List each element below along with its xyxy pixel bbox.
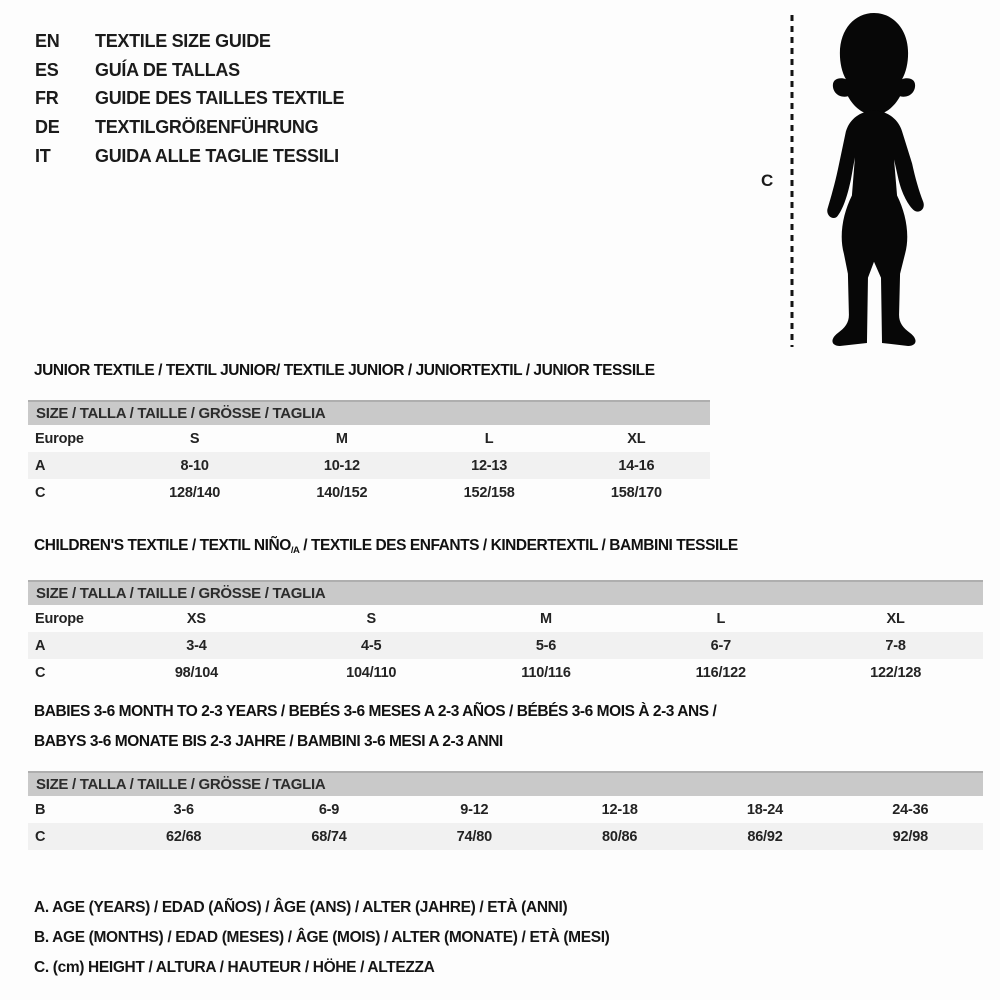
table-cell: 10-12	[323, 457, 360, 474]
footnotes	[34, 893, 609, 983]
language-title-list	[35, 27, 344, 171]
table-cell: 110/116	[521, 664, 571, 681]
language-code: EN	[35, 30, 60, 51]
language-title: TEXTILE SIZE GUIDE	[95, 30, 271, 51]
title-part: JUNIOR TEXTILE / TEXTIL JUNIOR/ TEXTILE JUNIOR / JUNIORTEXTIL / JUNIOR TESSILE	[34, 362, 655, 379]
table-cell: 9-12	[460, 801, 489, 818]
table-row	[28, 425, 710, 452]
table-cell: 14-16	[618, 457, 655, 474]
childrens-section-title	[28, 531, 983, 566]
table-cell: 4-5	[361, 637, 382, 654]
table-cell: L	[484, 430, 494, 447]
title-part: / TEXTILE DES ENFANTS / KINDERTEXTIL / BAMBINI TESSILE	[299, 537, 738, 554]
table-cell: 12-13	[471, 457, 508, 474]
table-cell: S	[189, 430, 200, 447]
table-row	[28, 479, 710, 506]
table-cell: 80/86	[602, 828, 638, 845]
table-cell: 152/158	[463, 484, 515, 501]
section-title-line	[34, 727, 983, 757]
table-cell: XS	[186, 610, 206, 627]
junior-section-title	[28, 356, 710, 386]
height-measure-dashed-line	[789, 13, 795, 347]
junior-textile-section	[28, 356, 710, 506]
toddler-silhouette-icon	[803, 11, 955, 347]
row-label: B	[35, 801, 46, 818]
table-cell: 62/68	[166, 828, 202, 845]
table-cell: 122/128	[870, 664, 922, 681]
language-title: GUIDE DES TAILLES TEXTILE	[95, 88, 345, 109]
language-title: GUÍA DE TALLAS	[95, 59, 240, 80]
table-row	[28, 605, 983, 632]
section-title-line	[34, 531, 983, 566]
table-cell: 6-9	[318, 801, 340, 818]
footnote-line: C. (cm) HEIGHT / ALTURA / HAUTEUR / HÖHE / ALTEZZA	[34, 959, 435, 976]
row-label: A	[35, 637, 46, 654]
language-title: TEXTILGRÖßENFÜHRUNG	[95, 117, 319, 138]
table-cell: 104/110	[346, 664, 397, 681]
table-cell: 24-36	[892, 801, 929, 818]
table-cell: XL	[886, 610, 905, 627]
table-cell: 140/152	[316, 484, 368, 501]
title-part: /A	[290, 545, 300, 556]
babies-textile-section	[28, 697, 983, 850]
table-cell: L	[716, 610, 726, 627]
row-label: Europe	[35, 430, 84, 447]
table-cell: S	[366, 610, 376, 627]
language-row	[35, 27, 344, 56]
language-code: ES	[35, 59, 59, 80]
row-label: C	[35, 664, 46, 681]
table-cell: 74/80	[456, 828, 492, 845]
row-label: A	[35, 457, 46, 474]
footnote-line: A. AGE (YEARS) / EDAD (AÑOS) / ÂGE (ANS) / ALTER (JAHRE) / ETÀ (ANNI)	[34, 899, 568, 916]
table-cell: 18-24	[746, 801, 784, 818]
table-cell: 98/104	[174, 664, 218, 681]
table-cell: 5-6	[535, 637, 557, 654]
language-row	[35, 85, 344, 114]
language-row	[35, 113, 344, 142]
size-header-bar: SIZE / TALLA / TAILLE / GRÖSSE / TAGLIA	[28, 400, 710, 425]
size-header-bar: SIZE / TALLA / TAILLE / GRÖSSE / TAGLIA	[28, 580, 983, 605]
row-label: C	[35, 484, 46, 501]
figure-height-label: C	[761, 171, 774, 190]
table-cell: M	[335, 430, 348, 447]
table-cell: 92/98	[892, 828, 928, 845]
language-row	[35, 142, 344, 171]
childrens-textile-section	[28, 531, 983, 686]
table-cell: 12-18	[601, 801, 638, 818]
babies-section-title	[28, 697, 983, 757]
row-label: Europe	[35, 610, 84, 627]
table-cell: 6-7	[710, 637, 731, 654]
section-title-line	[34, 697, 983, 727]
table-cell: 68/74	[311, 828, 347, 845]
table-cell: 86/92	[747, 828, 783, 845]
table-row	[28, 823, 983, 850]
table-cell: XL	[627, 430, 646, 447]
table-row	[28, 659, 983, 686]
section-title-line	[34, 356, 710, 386]
table-row	[28, 452, 710, 479]
title-part: CHILDREN'S TEXTILE / TEXTIL NIÑO	[34, 537, 291, 554]
table-cell: 8-10	[180, 457, 209, 474]
title-part: BABYS 3-6 MONATE BIS 2-3 JAHRE / BAMBINI 3-6 MESI A 2-3 ANNI	[34, 733, 503, 750]
size-header-bar: SIZE / TALLA / TAILLE / GRÖSSE / TAGLIA	[28, 771, 983, 796]
table-cell: 7-8	[885, 637, 906, 654]
table-row	[28, 632, 983, 659]
table-cell: 3-6	[173, 801, 194, 818]
language-code: DE	[35, 117, 60, 138]
footnote-line: B. AGE (MONTHS) / EDAD (MESES) / ÂGE (MOIS) / ALTER (MONATE) / ETÀ (MESI)	[34, 929, 610, 946]
table-cell: 158/170	[610, 484, 662, 501]
junior-size-table	[28, 400, 710, 506]
babies-size-table	[28, 771, 983, 850]
table-cell: M	[540, 610, 552, 627]
language-row	[35, 56, 344, 85]
table-row	[28, 796, 983, 823]
language-title: GUIDA ALLE TAGLIE TESSILI	[95, 146, 339, 167]
row-label: C	[35, 828, 46, 845]
title-part: BABIES 3-6 MONTH TO 2-3 YEARS / BEBÉS 3-6 MESES A 2-3 AÑOS / BÉBÉS 3-6 MOIS À 2-3 ANS /	[34, 703, 717, 720]
table-cell: 3-4	[186, 637, 207, 654]
table-cell: 128/140	[169, 484, 221, 501]
language-code: IT	[35, 146, 51, 167]
table-cell: 116/122	[695, 664, 746, 681]
language-code: FR	[35, 88, 59, 109]
childrens-size-table	[28, 580, 983, 686]
